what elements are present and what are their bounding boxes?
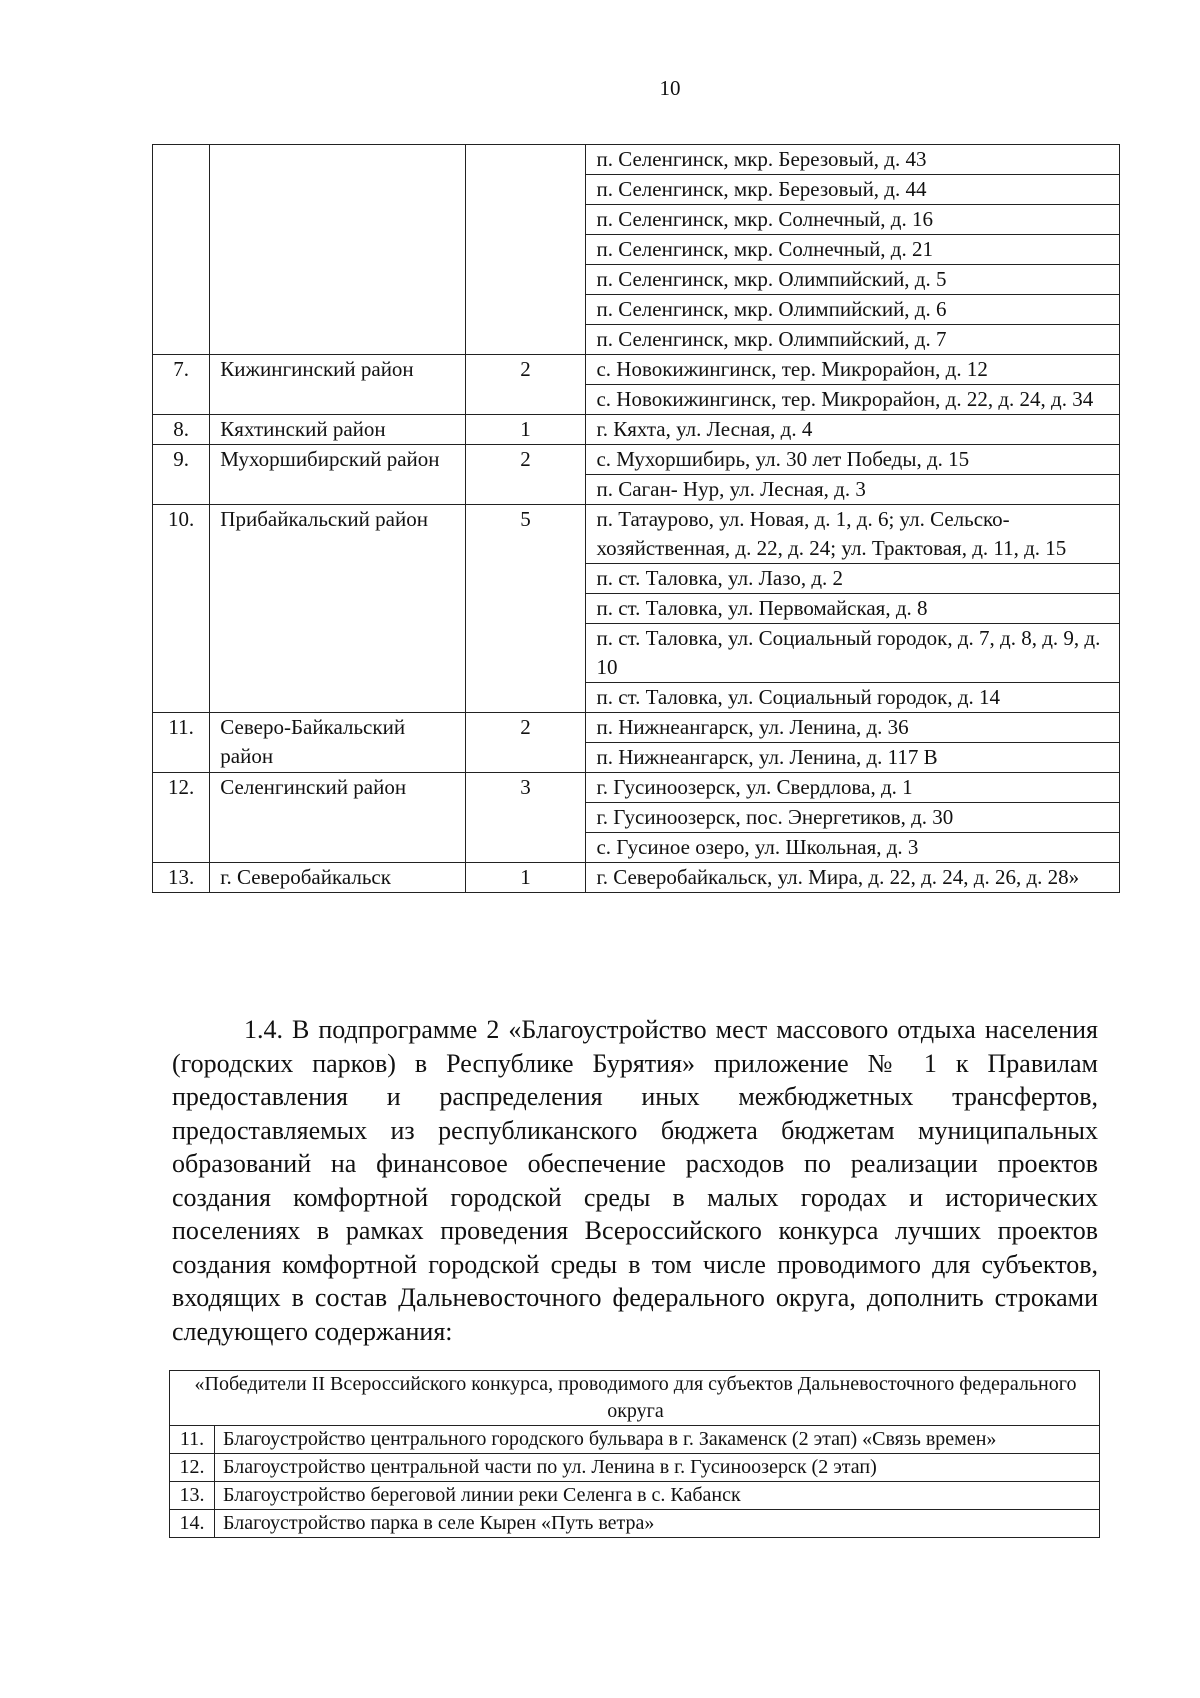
address-cell: п. Селенгинск, мкр. Олимпийский, д. 5 (586, 265, 1120, 295)
address-count: 3 (465, 773, 586, 863)
district-number: 8. (153, 415, 210, 445)
address-cell: п. Нижнеангарск, ул. Ленина, д. 117 В (586, 743, 1120, 773)
amendment-paragraph: 1.4. В подпрограмме 2 «Благоустройство мест массового отдыха населения (городских парков) в Республике Бурятия» приложение № 1 к Правилам предоставления и распределения иных межбюджетных трансфертов, предоставляемых из республиканского бюджета бюджетам муниципальных образований на финансовое обеспечение расходов по реализации проектов создания комфортной городской среды в малых городах и исторических поселениях в рамках проведения Всероссийского конкурса лучших проектов создания комфортной городской среды в том числе проводимого для субъектов, входящих в состав Дальневосточного федерального округа, дополнить строками следующего содержания: (172, 1015, 1098, 1346)
district-name: Северо-Байкальский район (210, 713, 465, 773)
district-name: Прибайкальский район (210, 505, 465, 713)
address-cell: г. Гусиноозерск, ул. Свердлова, д. 1 (586, 773, 1120, 803)
winners-table (169, 1370, 1100, 1538)
district-number: 9. (153, 445, 210, 505)
district-name (210, 145, 465, 355)
table-row (153, 713, 1120, 743)
row-number: 12. (170, 1454, 215, 1482)
district-number (153, 145, 210, 355)
address-count: 2 (465, 713, 586, 773)
district-name: Селенгинский район (210, 773, 465, 863)
address-cell: г. Кяхта, ул. Лесная, д. 4 (586, 415, 1120, 445)
table-row (153, 445, 1120, 475)
address-table (152, 144, 1120, 893)
project-name: Благоустройство береговой линии реки Селенга в с. Кабанск (215, 1482, 1100, 1510)
district-number: 10. (153, 505, 210, 713)
address-cell: п. ст. Таловка, ул. Первомайская, д. 8 (586, 594, 1120, 624)
address-cell: с. Новокижингинск, тер. Микрорайон, д. 22, д. 24, д. 34 (586, 385, 1120, 415)
winners-header-row (170, 1371, 1100, 1426)
address-cell: с. Новокижингинск, тер. Микрорайон, д. 12 (586, 355, 1120, 385)
table-row (170, 1482, 1100, 1510)
winners-header: «Победители II Всероссийского конкурса, проводимого для субъектов Дальневосточного федерального округа (170, 1371, 1100, 1426)
address-count: 1 (465, 863, 586, 893)
row-number: 11. (170, 1426, 215, 1454)
project-name: Благоустройство центральной части по ул. Ленина в г. Гусиноозерск (2 этап) (215, 1454, 1100, 1482)
table-row (153, 145, 1120, 175)
district-name: Кяхтинский район (210, 415, 465, 445)
district-number: 13. (153, 863, 210, 893)
address-cell: п. ст. Таловка, ул. Социальный городок, д. 7, д. 8, д. 9, д. 10 (586, 624, 1120, 683)
address-cell: п. Селенгинск, мкр. Олимпийский, д. 7 (586, 325, 1120, 355)
address-cell: п. Саган- Нур, ул. Лесная, д. 3 (586, 475, 1120, 505)
table-row (170, 1510, 1100, 1538)
table-row (153, 355, 1120, 385)
address-cell: п. ст. Таловка, ул. Социальный городок, д. 14 (586, 683, 1120, 713)
page-number: 10 (659, 76, 681, 100)
address-cell: п. Селенгинск, мкр. Березовый, д. 43 (586, 145, 1120, 175)
table-row (153, 863, 1120, 893)
project-name: Благоустройство центрального городского бульвара в г. Закаменск (2 этап) «Связь времен» (215, 1426, 1100, 1454)
address-cell: с. Гусиное озеро, ул. Школьная, д. 3 (586, 833, 1120, 863)
address-count: 2 (465, 445, 586, 505)
district-number: 11. (153, 713, 210, 773)
district-name: Кижингинский район (210, 355, 465, 415)
address-cell: п. Татаурово, ул. Новая, д. 1, д. 6; ул. Сельско-хозяйственная, д. 22, д. 24; ул. Трактовая, д. 11, д. 15 (586, 505, 1120, 564)
row-number: 14. (170, 1510, 215, 1538)
address-cell: г. Гусиноозерск, пос. Энергетиков, д. 30 (586, 803, 1120, 833)
district-number: 12. (153, 773, 210, 863)
address-count: 5 (465, 505, 586, 713)
row-number: 13. (170, 1482, 215, 1510)
address-cell: с. Мухоршибирь, ул. 30 лет Победы, д. 15 (586, 445, 1120, 475)
address-count: 2 (465, 355, 586, 415)
address-cell: п. Селенгинск, мкр. Солнечный, д. 16 (586, 205, 1120, 235)
table-row (153, 505, 1120, 564)
address-cell: п. ст. Таловка, ул. Лазо, д. 2 (586, 564, 1120, 594)
address-count (465, 145, 586, 355)
project-name: Благоустройство парка в селе Кырен «Путь ветра» (215, 1510, 1100, 1538)
address-cell: п. Селенгинск, мкр. Солнечный, д. 21 (586, 235, 1120, 265)
district-name: г. Северобайкальск (210, 863, 465, 893)
address-count: 1 (465, 415, 586, 445)
table-row (170, 1426, 1100, 1454)
table-row (153, 773, 1120, 803)
address-cell: п. Нижнеангарск, ул. Ленина, д. 36 (586, 713, 1120, 743)
table-row (170, 1454, 1100, 1482)
address-cell: п. Селенгинск, мкр. Березовый, д. 44 (586, 175, 1120, 205)
district-number: 7. (153, 355, 210, 415)
district-name: Мухоршибирский район (210, 445, 465, 505)
address-cell: г. Северобайкальск, ул. Мира, д. 22, д. 24, д. 26, д. 28» (586, 863, 1120, 893)
table-row (153, 415, 1120, 445)
address-cell: п. Селенгинск, мкр. Олимпийский, д. 6 (586, 295, 1120, 325)
